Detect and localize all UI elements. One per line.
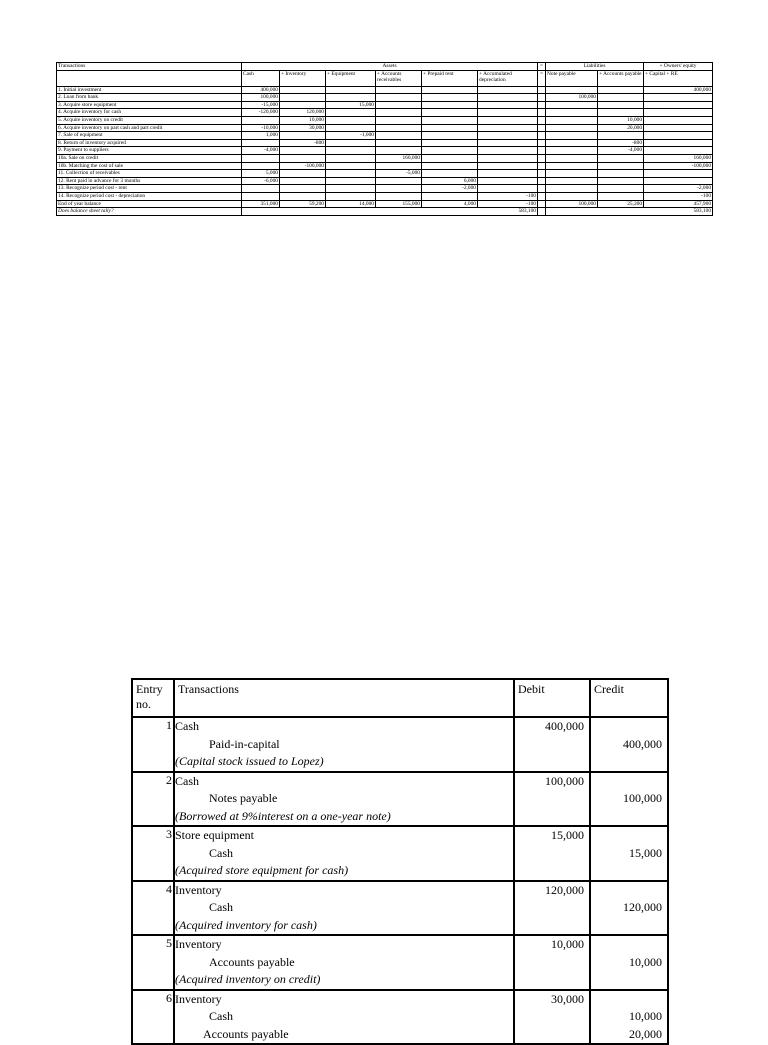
ledger-cell: 10,000: [598, 116, 644, 124]
ledger-cell: [538, 147, 546, 155]
ledger-cell: [422, 124, 478, 132]
ledger-cell: [546, 132, 598, 140]
ledger-cell: [422, 139, 478, 147]
ledger-cell: 100,000: [546, 94, 598, 102]
ledger-cell: [644, 94, 713, 102]
header-credit: Credit: [590, 679, 668, 717]
ledger-cell: -120,000: [242, 109, 280, 117]
ledger-row: [57, 124, 713, 132]
ledger-row-label: 6. Acquire inventory on part cash and part credit: [57, 124, 242, 132]
ledger-cell: [326, 154, 376, 162]
debit-account: Inventory: [175, 882, 222, 897]
tally-sep: [538, 208, 546, 216]
col-inventory: + Inventory: [280, 70, 326, 86]
ledger-row-label: End of year balance: [57, 200, 242, 208]
tally-equity: 583,100: [546, 208, 713, 216]
ledger-cell: 59,200: [280, 200, 326, 208]
entry-credit: [590, 717, 668, 772]
ledger-cell: [326, 147, 376, 155]
journal-header-row: [132, 679, 668, 717]
ledger-cell: [538, 170, 546, 178]
ledger-cell: [598, 162, 644, 170]
credit-amount: 120,000: [623, 900, 662, 914]
ledger-row-label: 10b. Matching the cost of sale: [57, 162, 242, 170]
ledger-cell: [422, 86, 478, 94]
entry-transaction: [174, 717, 514, 772]
ledger-cell: [478, 185, 538, 193]
ledger-cell: [538, 154, 546, 162]
ledger-cell: -100: [478, 192, 538, 200]
ledger-cell: [326, 109, 376, 117]
ledger-cell: [538, 162, 546, 170]
credit-account: Paid-in-capital: [209, 736, 280, 751]
ledger-cell: 100,000: [242, 94, 280, 102]
ledger-cell: [422, 192, 478, 200]
ledger-cell: [546, 162, 598, 170]
ledger-row: [57, 154, 713, 162]
ledger-cell: -4,000: [242, 147, 280, 155]
debit-account: Inventory: [175, 937, 222, 951]
ledger-cell: [644, 170, 713, 178]
ledger-cell: -6,000: [242, 177, 280, 185]
ledger-cell: [326, 162, 376, 170]
ledger-cell: [376, 94, 422, 102]
ledger-header-row-1: [57, 63, 713, 71]
entry-memo: (Acquired store equipment for cash): [175, 863, 349, 877]
ledger-cell: [376, 109, 422, 117]
ledger-body: [57, 86, 713, 208]
ledger-cell: [598, 109, 644, 117]
ledger-row: [57, 86, 713, 94]
debit-account: Inventory: [175, 991, 222, 1006]
entry-number: 3: [132, 826, 174, 881]
ledger-cell: -800: [598, 139, 644, 147]
ledger-cell: 15,000: [326, 101, 376, 109]
entry-transaction: [174, 935, 514, 990]
ledger-cell: [598, 170, 644, 178]
ledger-cell: [538, 86, 546, 94]
ledger-cell: [242, 116, 280, 124]
ledger-cell: [478, 177, 538, 185]
ledger-cell: 14,000: [326, 200, 376, 208]
entry-credit: [590, 826, 668, 881]
credit-account: Accounts payable: [209, 954, 295, 969]
credit-account: Cash: [209, 900, 233, 914]
ledger-cell: -1,000: [326, 132, 376, 140]
journal-entry-row: [132, 772, 668, 827]
credit-amount: 20,000: [629, 1026, 662, 1041]
entry-debit: [514, 990, 590, 1045]
credit-account: Accounts payable: [203, 1026, 289, 1041]
ledger-cell: [422, 116, 478, 124]
credit-spacer: [591, 718, 667, 736]
ledger-cell: [422, 154, 478, 162]
ledger-cell: [422, 94, 478, 102]
entry-debit: [514, 935, 590, 990]
ledger-cell: [538, 116, 546, 124]
ledger-cell: [376, 124, 422, 132]
ledger-cell: 160,000: [644, 154, 713, 162]
ledger-cell: [644, 147, 713, 155]
ledger-cell: [546, 109, 598, 117]
credit-amount: 400,000: [623, 736, 662, 751]
ledger-cell: [326, 124, 376, 132]
transactions-ledger-table: [56, 62, 713, 216]
entry-transaction: [174, 990, 514, 1045]
ledger-cell: 400,000: [644, 86, 713, 94]
ledger-row: [57, 139, 713, 147]
ledger-cell: [242, 185, 280, 193]
ledger-cell: [280, 94, 326, 102]
ledger-cell: -2,000: [644, 185, 713, 193]
credit-spacer: [591, 827, 667, 845]
ledger-cell: [598, 185, 644, 193]
ledger-cell: [376, 132, 422, 140]
credit-account: Notes payable: [209, 791, 278, 805]
ledger-cell: [546, 116, 598, 124]
ledger-cell: [546, 147, 598, 155]
entry-transaction: [174, 881, 514, 936]
ledger-cell: [546, 86, 598, 94]
header-equals: =: [538, 63, 546, 71]
journal-body: [132, 717, 668, 1044]
ledger-row: [57, 177, 713, 185]
ledger-cell: 155,000: [376, 200, 422, 208]
debit-amount: 400,000: [545, 719, 584, 733]
journal-entry-row: [132, 826, 668, 881]
ledger-cell: [546, 177, 598, 185]
ledger-cell: [644, 177, 713, 185]
entry-debit: [514, 772, 590, 827]
ledger-row-label: 3. Acquire store equipment: [57, 101, 242, 109]
ledger-cell: [422, 132, 478, 140]
ledger-cell: [598, 86, 644, 94]
header-transactions: Transactions: [57, 63, 242, 71]
ledger-cell: [376, 185, 422, 193]
ledger-cell: [478, 86, 538, 94]
entry-transaction: [174, 826, 514, 881]
entry-debit: [514, 881, 590, 936]
col-accumulated-depreciation: + Accumulated depreciation: [478, 70, 538, 86]
ledger-cell: [376, 116, 422, 124]
ledger-cell: [242, 192, 280, 200]
ledger-row: [57, 109, 713, 117]
ledger-cell: [546, 139, 598, 147]
col-prepaid-rent: + Prepaid rent: [422, 70, 478, 86]
ledger-cell: [546, 170, 598, 178]
debit-account: Cash: [175, 719, 199, 733]
ledger-cell: [478, 109, 538, 117]
ledger-cell: [478, 139, 538, 147]
col-equipment: + Equipment: [326, 70, 376, 86]
ledger-row: [57, 185, 713, 193]
entry-credit: [590, 935, 668, 990]
header-entry-no: Entry no.: [132, 679, 174, 717]
entry-memo: (Acquired inventory on credit): [175, 972, 321, 986]
col-accounts-receivables: + Accounts receivables: [376, 70, 422, 86]
ledger-cell: -5,000: [376, 170, 422, 178]
ledger-cell: [478, 116, 538, 124]
ledger-cell: [326, 192, 376, 200]
ledger-cell: 120,000: [280, 109, 326, 117]
credit-spacer: [591, 773, 667, 791]
ledger-cell: [478, 132, 538, 140]
ledger-header-row-2: [57, 70, 713, 86]
credit-account: Cash: [209, 845, 233, 860]
ledger-cell: [326, 177, 376, 185]
ledger-row-label: 14. Recognize period cost - depreciation: [57, 192, 242, 200]
ledger-cell: [422, 162, 478, 170]
credit-amount: 10,000: [629, 1009, 662, 1023]
ledger-cell: [598, 132, 644, 140]
entry-memo: (Capital stock issued to Lopez): [175, 754, 324, 768]
ledger-cell: [538, 200, 546, 208]
ledger-cell: [280, 101, 326, 109]
ledger-row: [57, 116, 713, 124]
credit-amount: 100,000: [623, 791, 662, 805]
ledger-cell: [376, 162, 422, 170]
entry-debit: [514, 717, 590, 772]
ledger-row: [57, 101, 713, 109]
ledger-cell: [376, 177, 422, 185]
ledger-cell: [644, 139, 713, 147]
ledger-cell: [546, 192, 598, 200]
ledger-cell: [478, 147, 538, 155]
entry-credit: [590, 990, 668, 1045]
ledger-row: [57, 170, 713, 178]
ledger-row: [57, 192, 713, 200]
ledger-cell: [546, 154, 598, 162]
tally-label: Does balance sheet tally?: [57, 208, 242, 216]
ledger-row-label: 8. Return of inventory acquired: [57, 139, 242, 147]
col-capital-re: + Capital + RE: [644, 70, 713, 86]
ledger-cell: [422, 109, 478, 117]
ledger-cell: [280, 154, 326, 162]
ledger-row-label: 7. Sale of equipment: [57, 132, 242, 140]
ledger-cell: -2,000: [422, 185, 478, 193]
ledger-cell: [326, 139, 376, 147]
ledger-cell: -10,000: [242, 124, 280, 132]
ledger-cell: [538, 177, 546, 185]
ledger-row: [57, 162, 713, 170]
ledger-cell: [280, 147, 326, 155]
tally-assets: 583,100: [242, 208, 538, 216]
entry-transaction: [174, 772, 514, 827]
ledger-row: [57, 147, 713, 155]
ledger-cell: [478, 124, 538, 132]
ledger-row-label: 2. Loan from bank: [57, 94, 242, 102]
journal-entries-table: [131, 678, 669, 1045]
ledger-cell: 10,000: [280, 116, 326, 124]
entry-number: 6: [132, 990, 174, 1045]
ledger-cell: [538, 124, 546, 132]
ledger-cell: [280, 192, 326, 200]
credit-amount: 10,000: [629, 954, 662, 969]
entry-credit: [590, 772, 668, 827]
entry-debit: [514, 826, 590, 881]
ledger-cell: 400,000: [242, 86, 280, 94]
credit-spacer: [591, 882, 667, 900]
ledger-row-label: 5. Acquire inventory on credit: [57, 116, 242, 124]
ledger-cell: [326, 94, 376, 102]
ledger-cell: 5,000: [242, 170, 280, 178]
ledger-cell: 20,000: [598, 124, 644, 132]
ledger-cell: [326, 170, 376, 178]
journal-entry-row: [132, 935, 668, 990]
debit-amount: 15,000: [551, 828, 584, 842]
ledger-cell: 100,000: [546, 200, 598, 208]
journal-entry-row: [132, 717, 668, 772]
ledger-row-label: 12. Rent paid in advance for 3 months: [57, 177, 242, 185]
ledger-row-label: 10a. Sale on credit: [57, 154, 242, 162]
ledger-cell: [280, 185, 326, 193]
ledger-cell: [242, 162, 280, 170]
ledger-cell: [280, 170, 326, 178]
entry-number: 1: [132, 717, 174, 772]
ledger-row-label: 9. Payment to suppliers: [57, 147, 242, 155]
credit-spacer: [591, 936, 667, 954]
ledger-row-label: 13. Recognize period cost - rent: [57, 185, 242, 193]
ledger-cell: 160,000: [376, 154, 422, 162]
debit-amount: 30,000: [551, 991, 584, 1006]
ledger-row: [57, 200, 713, 208]
ledger-cell: [538, 192, 546, 200]
ledger-cell: [280, 132, 326, 140]
ledger-cell: [242, 154, 280, 162]
ledger-row: [57, 132, 713, 140]
header-owners-equity: + Owners' equity: [644, 63, 713, 71]
col-note-payable: Note payable: [546, 70, 598, 86]
credit-account: Cash: [209, 1009, 233, 1023]
entry-memo: (Acquired inventory for cash): [175, 917, 317, 932]
ledger-cell: [546, 101, 598, 109]
ledger-cell: 351,000: [242, 200, 280, 208]
ledger-cell: [376, 192, 422, 200]
ledger-cell: [422, 101, 478, 109]
ledger-cell: -100: [644, 192, 713, 200]
ledger-cell: [376, 101, 422, 109]
ledger-cell: [478, 170, 538, 178]
ledger-cell: -15,000: [242, 101, 280, 109]
debit-amount: 120,000: [545, 882, 584, 897]
ledger-cell: [598, 94, 644, 102]
ledger-cell: [376, 139, 422, 147]
ledger-cell: [280, 177, 326, 185]
credit-amount: 15,000: [629, 845, 662, 860]
entry-memo: (Borrowed at 9%interest on a one-year note): [175, 808, 391, 823]
ledger-cell: [242, 139, 280, 147]
ledger-tally-row: [57, 208, 713, 216]
ledger-cell: [546, 124, 598, 132]
ledger-cell: [644, 132, 713, 140]
ledger-row: [57, 94, 713, 102]
ledger-cell: [422, 147, 478, 155]
ledger-cell: -100,000: [644, 162, 713, 170]
ledger-cell: 25,200: [598, 200, 644, 208]
ledger-cell: [538, 109, 546, 117]
header-assets: Assets: [242, 63, 538, 71]
ledger-cell: 4,000: [422, 200, 478, 208]
ledger-cell: [376, 86, 422, 94]
ledger-row-label: 4. Acquire inventory for cash: [57, 109, 242, 117]
ledger-cell: [644, 116, 713, 124]
debit-amount: 100,000: [545, 773, 584, 788]
ledger-cell: [422, 170, 478, 178]
ledger-cell: [538, 132, 546, 140]
ledger-cell: [376, 147, 422, 155]
ledger-cell: [478, 94, 538, 102]
ledger-cell: -100,000: [280, 162, 326, 170]
ledger-cell: 6,000: [422, 177, 478, 185]
entry-number: 5: [132, 935, 174, 990]
ledger-cell: [538, 101, 546, 109]
ledger-cell: 457,900: [644, 200, 713, 208]
journal-entry-row: [132, 881, 668, 936]
debit-account: Store equipment: [175, 828, 254, 842]
header-transactions: Transactions: [174, 679, 514, 717]
ledger-row-label: 11. Collection of receivables: [57, 170, 242, 178]
credit-spacer: [591, 991, 667, 1009]
col-equals: =: [538, 70, 546, 86]
ledger-cell: 30,000: [280, 124, 326, 132]
col-accounts-payable: + Accounts payable: [598, 70, 644, 86]
col-cash: Cash: [242, 70, 280, 86]
ledger-cell: [598, 154, 644, 162]
ledger-cell: [478, 101, 538, 109]
ledger-cell: [644, 101, 713, 109]
ledger-cell: [598, 177, 644, 185]
journal-entry-row: [132, 990, 668, 1045]
entry-number: 4: [132, 881, 174, 936]
ledger-cell: -100: [478, 200, 538, 208]
debit-amount: 10,000: [551, 937, 584, 951]
entry-number: 2: [132, 772, 174, 827]
ledger-cell: -800: [280, 139, 326, 147]
ledger-cell: [644, 124, 713, 132]
ledger-cell: 1,000: [242, 132, 280, 140]
ledger-cell: [538, 94, 546, 102]
ledger-cell: [538, 185, 546, 193]
header-blank: [57, 70, 242, 86]
ledger-cell: [478, 154, 538, 162]
ledger-cell: [326, 185, 376, 193]
ledger-cell: [478, 162, 538, 170]
ledger-cell: [598, 101, 644, 109]
entry-credit: [590, 881, 668, 936]
ledger-cell: -4,000: [598, 147, 644, 155]
header-liabilities: Liabilities: [546, 63, 644, 71]
ledger-cell: [546, 185, 598, 193]
ledger-cell: [538, 139, 546, 147]
ledger-cell: [326, 86, 376, 94]
header-debit: Debit: [514, 679, 590, 717]
ledger-cell: [280, 86, 326, 94]
ledger-cell: [644, 109, 713, 117]
ledger-cell: [326, 116, 376, 124]
ledger-row-label: 1. Initial investment: [57, 86, 242, 94]
debit-account: Cash: [175, 773, 199, 788]
ledger-cell: [598, 192, 644, 200]
